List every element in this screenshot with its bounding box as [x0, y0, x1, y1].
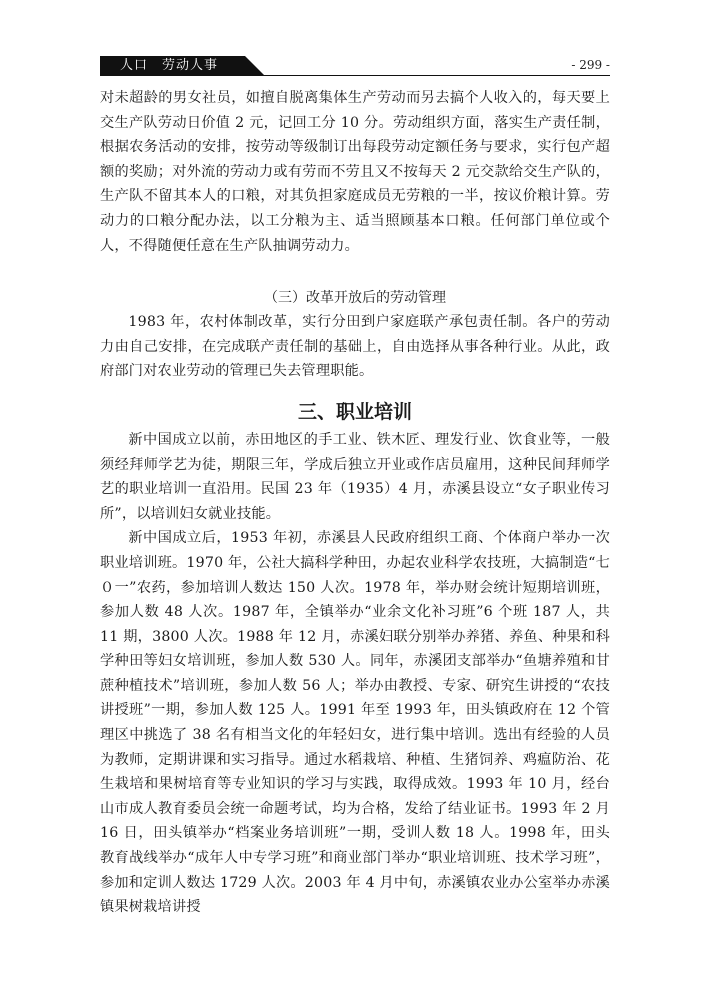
section-title: 三、职业培训	[297, 400, 412, 423]
paragraph: 新中国成立以前，赤田地区的手工业、铁木匠、理发行业、饮食业等，一般须经拜师学艺为徒，期限三年，学成后独立开业或作店员雇用，这种民间拜师学艺的职业培训一直沿用。民国 23 年（1935）4 月，赤溪县设立“女子职业传习所”，以培训妇女就业技能。	[100, 431, 610, 522]
page-number: - 299 -	[571, 58, 610, 72]
page-body	[100, 86, 610, 920]
running-header	[100, 56, 610, 76]
header-rule	[100, 75, 610, 76]
chapter-title: 人口 劳动人事	[120, 58, 219, 73]
paragraph: 1983 年，农村体制改革，实行分田到户家庭联产承包责任制。各户的劳动力由自己安排，在完成联产责任制的基础上，自由选择从事各种行业。从此，政府部门对农业劳动的管理已失去管理职能。	[100, 314, 610, 380]
subsection-title: （三）改革开放后的劳动管理	[264, 290, 446, 307]
paragraph: 对未超龄的男女社员，如擅自脱离集体生产劳动而另去搞个人收入的，每天要上交生产队劳动日价值 2 元，记回工分 10 分。劳动组织方面，落实生产责任制，根据农务活动的安排，按劳动等级制订出每段劳动定额任务与要求，实行包产超额的奖励；对外流的劳动力或有劳而不劳且又不按每天 2 元交款给交生产队的，生产队不留其本人的口粮，对其负担家庭成员无劳粮的一半，按议价粮计算。劳动力的口粮分配办法，以工分粮为主、适当照顾基本口粮。任何部门单位或个人，不得随便任意在生产队抽调劳动力。	[100, 90, 610, 254]
paragraph: 新中国成立后，1953 年初，赤溪县人民政府组织工商、个体商户举办一次职业培训班。1970 年，公社大搞科学种田，办起农业科学农技班，大搞制造“七０一”农药，参加培训人数达 150 人次。1978 年，举办财会统计短期培训班，参加人数 48 人次。1987 年，全镇举办“业余文化补习班”6 个班 187 人，共 11 期，3800 人次。1988 年 12 月，赤溪妇联分别举办养猪、养鱼、种果和科学种田等妇女培训班，参加人数 530 人。同年，赤溪团支部举办“鱼塘养殖和甘蔗种植技术”培训班，参加人数 56 人；举办由教授、专家、研究生讲授的“农技讲授班”一期，参加人数 125 人。1991 年至 1993 年，田头镇政府在 12 个管理区中挑选了 38 名有相当文化的年轻妇女，进行集中培训。选出有经验的人员为教师，定期讲课和实习指导。通过水稻栽培、种植、生猪饲养、鸡瘟防治、花生栽培和果树培育等专业知识的学习与实践，取得成效。1993 年 10 月，经台山市成人教育委员会统一命题考试，均为合格，发给了结业证书。1993 年 2 月 16 日，田头镇举办“档案业务培训班”一期，受训人数 18 人。1998 年，田头教育战线举办“成年人中专学习班”和商业部门举办“职业培训班、技术学习班”，参加和定训人数达 1729 人次。2003 年 4 月中旬，赤溪镇农业办公室举办赤溪镇果树栽培讲授	[100, 530, 610, 916]
